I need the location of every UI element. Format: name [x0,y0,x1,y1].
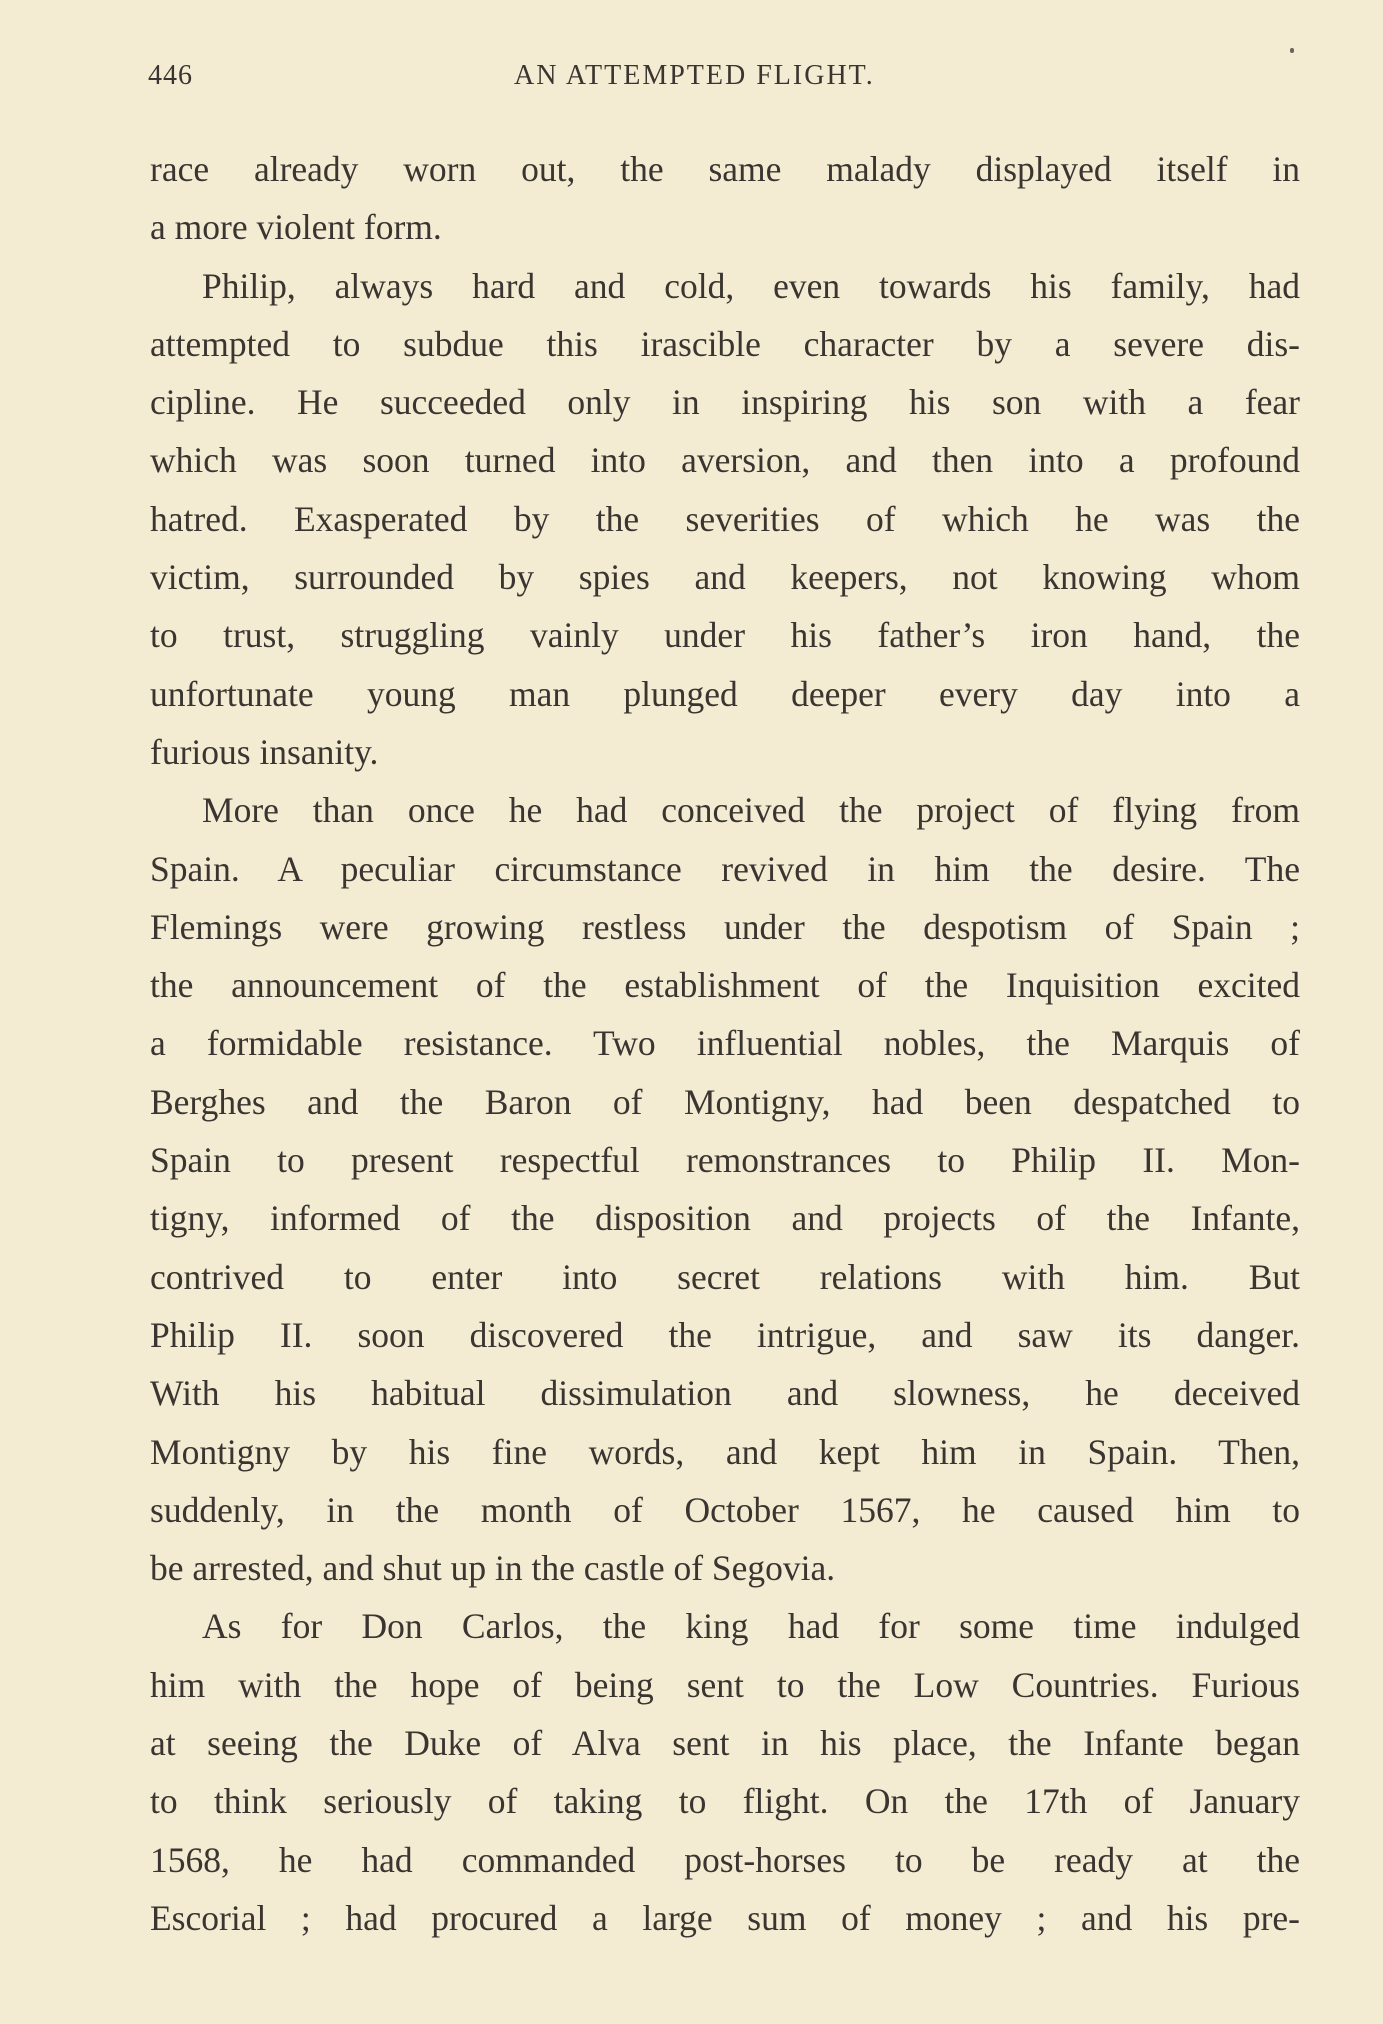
text-line: hatred. Exasperated by the severities of which he was the [150,498,1300,539]
text-line: Flemings were growing restless under the despotism of Spain ; [150,906,1300,947]
text-line: which was soon turned into aversion, and then into a profound [150,440,1300,481]
ink-speck [1290,48,1294,53]
text-line: race already worn out, the same malady displayed itself in [150,149,1300,189]
text-line: More than once he had conceived the project of flying from [202,790,1300,831]
text-line: at seeing the Duke of Alva sent in his place, the Infante began [150,1723,1300,1764]
text-line: to trust, struggling vainly under his father’s iron hand, the [150,615,1300,656]
text-line: the announcement of the establishment of the Inquisition excited [150,965,1300,1006]
text-line: tigny, informed of the disposition and projects of the Infante, [150,1198,1300,1239]
text-line: be arrested, and shut up in the castle of Segovia. [150,1548,836,1589]
page-number: 446 [148,60,193,91]
text-line: Philip, always hard and cold, even towards his family, had [202,265,1300,306]
text-line: As for Don Carlos, the king had for some time indulged [202,1606,1300,1647]
text-line: attempted to subdue this irascible character by a severe dis- [150,323,1300,364]
text-line: cipline. He succeeded only in inspiring his son with a fear [150,382,1300,423]
text-line: Philip II. soon discovered the intrigue, and saw its danger. [150,1314,1300,1355]
text-line: With his habitual dissimulation and slowness, he deceived [150,1373,1300,1414]
text-line: furious insanity. [150,731,379,772]
text-line: 1568, he had commanded post-horses to be ready at the [150,1839,1300,1880]
text-line: Berghes and the Baron of Montigny, had been despatched to [150,1081,1300,1122]
text-line: unfortunate young man plunged deeper every day into a [150,673,1300,714]
text-line: Spain. A peculiar circumstance revived in him the desire. The [150,848,1300,889]
text-line: him with the hope of being sent to the Low Countries. Furious [150,1664,1300,1705]
text-line: to think seriously of taking to flight. On the 17th of January [150,1781,1300,1822]
page-header [148,60,1298,110]
running-head: AN ATTEMPTED FLIGHT. [514,60,875,91]
text-line: Escorial ; had procured a large sum of money ; and his pre- [150,1897,1300,1938]
text-line: Spain to present respectful remonstrances to Philip II. Mon- [150,1140,1300,1181]
body-text [150,140,1300,1947]
text-line: Montigny by his fine words, and kept him in Spain. Then, [150,1431,1300,1472]
text-line: contrived to enter into secret relations with him. But [150,1256,1300,1297]
text-line: a formidable resistance. Two influential nobles, the Marquis of [150,1023,1300,1064]
text-line: a more violent form. [150,207,442,248]
text-line: victim, surrounded by spies and keepers, not knowing whom [150,557,1300,598]
text-line: suddenly, in the month of October 1567, he caused him to [150,1489,1300,1530]
